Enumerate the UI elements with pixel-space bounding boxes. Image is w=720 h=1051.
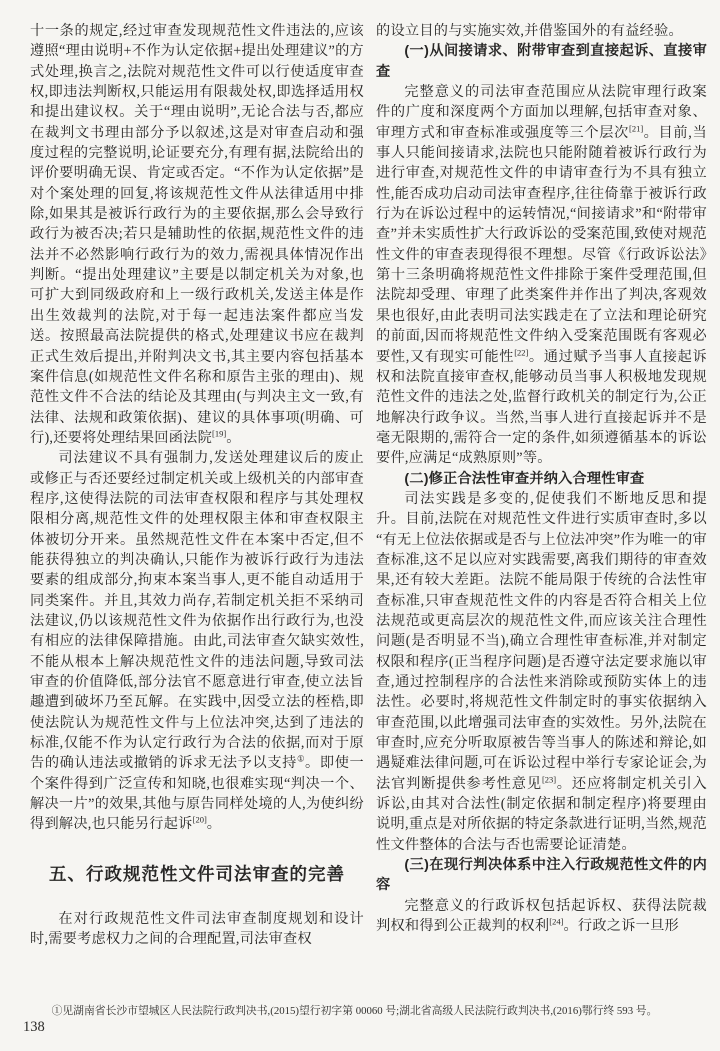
paragraph: 在对行政规范性文件司法审查制度规划和设计时,需要考虑权力之间的合理配置,司法审查权 [30, 911, 364, 948]
paragraph-continuation: 十一条的规定,经过审查发现规范性文件违法的,应该遵照“理由说明+不作为认定依据+提出处理建议”的方式处理,换言之,法院对规范性文件可以行使适度审查权,即违法判断权,只能运用有限裁处权,即选择适用权和提出建议权。关于“理由说明”,无论合法与否,都应在裁判文书理由部分予以叙述,这是对审查启动和强度过程的完整说明,论证要充分,有理有据,法院给出的评价要明确无误、肯定或否定。“不作为认定依据”是对个案处理的回复,将该规范性文件从法律适用中排除,如果其是被诉行政行为的主要依据,那么会导致行政行为被否决;若只是辅助性的依据,规范性文件的违法并不必然影响行政行为的效力,需视具体情况作出判断。“提出处理建议”主要是以制定机关为对象,也可扩大到同级政府和上一级行政机关,发送主体是作出生效裁判的法院,对于每一起违法案件都应当发送。按照最高法院提供的格式,处理建议书应在裁判正式生效后提出,并附判决文书,其主要内容包括基本案件信息(如规范性文件名称和原告主张的理由)、规范性文件不合法的结论及其理由(与判决主文一致,有法律、法规和政策依据)、建议的具体事项(明确、可行),还要将处理结果回函法院[19]。 [30, 23, 364, 446]
paragraph: 完整意义的司法审查范围应从法院审理行政案件的广度和深度两个方面加以理解,包括审查对象、审理方式和审查标准或强度等三个层次[21]。目前,当事人只能间接请求,法院也只能附随着被诉行政行为进行审查,对规范性文件的申请审查行为不具有独立性,能否成功启动司法审查程序,往往倚靠于被诉行政行为在诉讼过程中的运转情况,“间接请求”和“附带审查”并未实质性扩大行政诉讼的受案范围,致使对规范性文件的审查表现得很不理想。尽管《行政诉讼法》第十三条明确将规范性文件排除于案件受理范围,但法院却受理、审理了此类案件并作出了判决,客观效果也很好,由此表明司法实践走在了立法和理论研究的前面,因而将规范性文件纳入受案范围既有客观必要性,又有现实可能性[22]。通过赋予当事人直接起诉权和法院直接审查权,能够动员当事人积极地发现规范性文件的违法之处,监督行政机关的制定行为,公正地解决行政争议。当然,当事人进行直接起诉并不是毫无限期的,需符合一定的条件,如须遵循基本的诉讼要件,应满足“成熟原则”等。 [376, 84, 707, 467]
paragraph: 完整意义的行政诉权包括起诉权、获得法院裁判权和得到公正裁判的权利[24]。行政之诉一旦形 [376, 897, 707, 935]
paragraph: 司法实践是多变的,促使我们不断地反思和提升。目前,法院在对规范性文件进行实质审查时,多以“有无上位法依据或是否与上位法冲突”作为唯一的审查标准,这不足以应对实践需要,离我们期待的审查效果,还有较大差距。法院不能局限于传统的合法性审查标准,只审查规范性文件的内容是否符合相关上位法规范或更高层次的规范性文件,而应该关注合理性问题(是否明显不当),确立合理性审查标准,并对制定权限和程序(正当程序问题)是否遵守法定要求施以审查,通过控制程序的合法性来消除或预防实体上的违法性。必要时,将规范性文件制定时的事实依据纳入审查范围,以此增强司法审查的实效性。另外,法院在审查时,应充分听取原被告等当事人的陈述和辩论,如遇疑难法律问题,可在诉讼过程中举行专家论证会,为法官判断提供参考性意见[23]。还应将制定机关引入诉讼,由其对合法性(制定依据和制定程序)将要理由说明,重点是对所依据的特定条款进行证明,当然,规范性文件整体的合法与否也需要论证清楚。 [376, 490, 707, 853]
subsection-heading-2: (二)修正合法性审查并纳入合理性审查 [404, 470, 645, 487]
paragraph: 司法建议不具有强制力,发送处理建议后的废止或修正与否还要经过制定机关或上级机关的内部审查程序,这使得法院的司法审查权限和程序与其处理权限相分离,规范性文件的处理权限主体和审查权限主体被切分开来。虽然规范性文件在本案中否定,但不能获得独立的判决确认,只能作为被诉行政行为违法要素的组成部分,拘束本案当事人,更不能自动适用于同类案件。并且,其效力尚存,若制定机关拒不采纳司法建议,仍以该规范性文件为依据作出行政行为,也没有相应的法律保障措施。由此,司法审查欠缺实效性,不能从根本上解决规范性文件的违法问题,导致司法审查的价值降低,部分法官不愿意进行审查,使立法旨趣遭到破坏乃至瓦解。在实践中,因受立法的桎梏,即使法院认为规范性文件与上位法冲突,达到了违法的标准,仅能不作为认定行政行为合法的依据,而对于原告的确认违法或撤销的诉求无法予以支持①。即使一个案件得到广泛宣传和知晓,也很难实现“判决一个、解决一片”的效果,其他与原告同样处境的人,为使纠纷得到解决,也只能另行起诉[20]。 [30, 450, 364, 833]
page-number: 138 [23, 1019, 45, 1035]
paragraph-continuation: 的设立目的与实施实效,并借鉴国外的有益经验。 [376, 23, 683, 39]
subsection-heading-3: (三)在现行判决体系中注入行政规范性文件的内容 [376, 857, 707, 894]
left-column [30, 21, 364, 950]
subsection-heading-1: (一)从间接请求、附带审查到直接起诉、直接审查 [376, 43, 707, 80]
footnote: ①见湖南省长沙市望城区人民法院行政判决书,(2015)望行初字第 00060 号;湖北省高级人民法院行政判决书,(2016)鄂行终 593 号。 [51, 1005, 658, 1017]
section-heading: 五、行政规范性文件司法审查的完善 [49, 863, 345, 884]
right-column [376, 21, 707, 936]
